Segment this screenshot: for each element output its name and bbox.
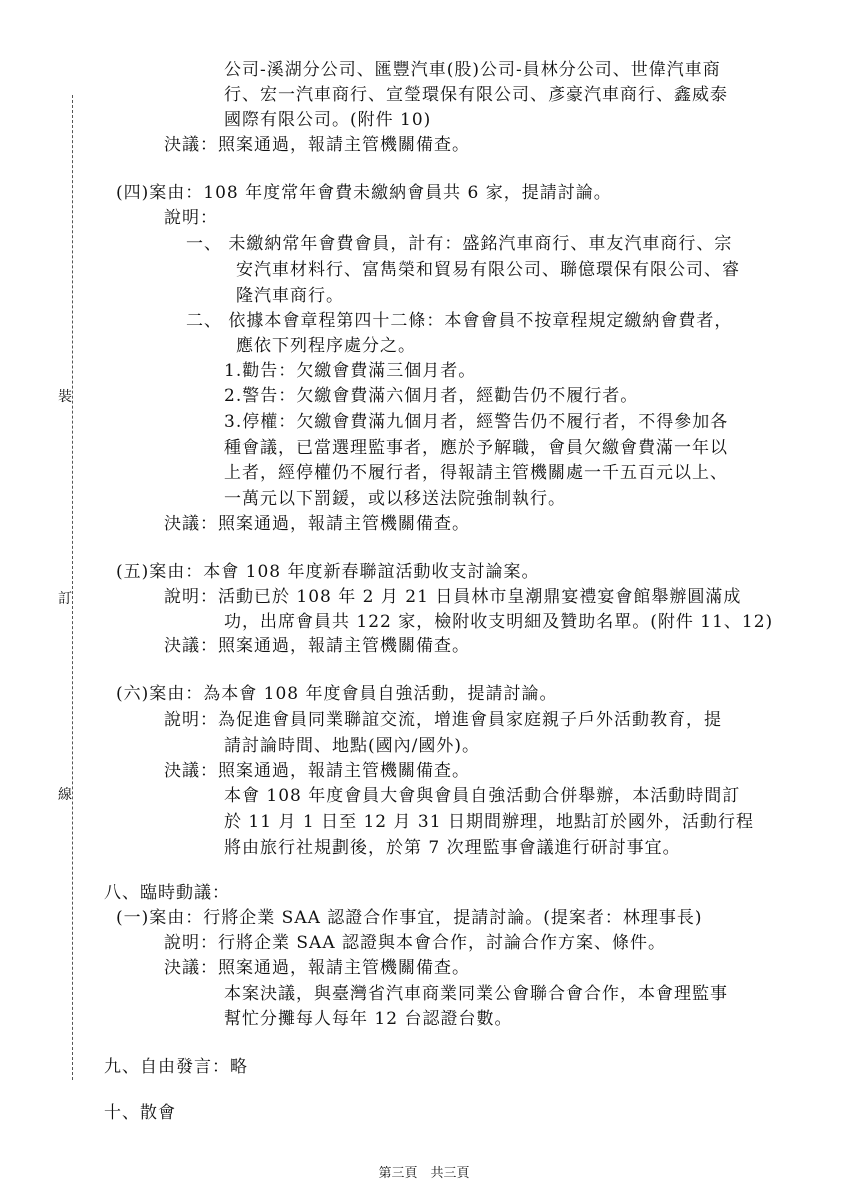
- text-line: 上者，經停權仍不履行者，得報請主管機關處一千五百元以上、: [224, 463, 728, 483]
- text-line: 將由旅行社規劃後，於第 7 次理監事會議進行研討事宜。: [224, 838, 681, 858]
- binding-mark-xian: 線: [58, 787, 72, 803]
- resolution-line: 決議：照案通過，報請主管機關備查。: [164, 958, 470, 978]
- section-heading: 十、散會: [104, 1103, 176, 1123]
- text-line: 本案決議，與臺灣省汽車商業同業公會聯合會合作，本會理監事: [224, 984, 728, 1004]
- text-line: 請討論時間、地點(國內/國外)。: [224, 736, 480, 756]
- text-line: 國際有限公司。(附件 10): [224, 110, 432, 130]
- binding-mark-zhuang: 裝: [58, 389, 72, 405]
- case-heading: (一)案由：行將企業 SAA 認證合作事宜，提請討論。(提案者：林理事長): [116, 908, 703, 928]
- case-heading: (四)案由：108 年度常年會費未繳納會員共 6 家，提請討論。: [116, 183, 612, 203]
- text-line: 種會議，已當選理監事者，應於予解職，會員欠繳會費滿一年以: [224, 438, 728, 458]
- resolution-line: 決議：照案通過，報請主管機關備查。: [164, 135, 470, 155]
- text-line: 公司-溪湖分公司、匯豐汽車(股)公司-員林分公司、世偉汽車商: [224, 60, 721, 80]
- explanation-label: 說明：: [164, 208, 218, 228]
- case-heading: (五)案由：本會 108 年度新春聯誼活動收支討論案。: [116, 562, 540, 582]
- text-line: 功，出席會員共 122 家，檢附收支明細及贊助名單。(附件 11、12): [224, 612, 774, 632]
- page-footer: 第三頁 共三頁: [378, 1166, 470, 1181]
- list-item: 一、 未繳納常年會費會員，計有：盛銘汽車商行、車友汽車商行、宗: [186, 234, 733, 254]
- explanation-line: 說明：行將企業 SAA 認證與本會合作，討論合作方案、條件。: [164, 933, 667, 953]
- text-line: 於 11 月 1 日至 12 月 31 日期間辦理，地點訂於國外，活動行程: [224, 812, 754, 832]
- explanation-line: 說明：活動已於 108 年 2 月 21 日員林市皇潮鼎宴禮宴會館舉辦圓滿成: [164, 587, 742, 607]
- text-line: 安汽車材料行、富雋榮和貿易有限公司、聯億環保有限公司、睿: [236, 260, 740, 280]
- explanation-line: 說明：為促進會員同業聯誼交流，增進會員家庭親子戶外活動教育，提: [164, 710, 722, 730]
- resolution-line: 決議：照案通過，報請主管機關備查。: [164, 514, 470, 534]
- resolution-line: 決議：照案通過，報請主管機關備查。: [164, 761, 470, 781]
- text-line: 本會 108 年度會員大會與會員自強活動合併舉辦，本活動時間訂: [224, 786, 741, 806]
- text-line: 行、宏一汽車商行、宣瑩環保有限公司、彥豪汽車商行、鑫威泰: [224, 85, 728, 105]
- text-line: 幫忙分攤每人每年 12 台認證台數。: [224, 1009, 513, 1029]
- text-line: 應依下列程序處分之。: [236, 336, 416, 356]
- binding-mark-ding: 訂: [58, 591, 72, 607]
- binding-margin-line: [72, 95, 73, 1080]
- list-item: 二、 依據本會章程第四十二條：本會會員不按章程規定繳納會費者，: [186, 311, 733, 331]
- section-heading: 八、臨時動議：: [104, 883, 230, 903]
- text-line: 隆汽車商行。: [236, 286, 344, 306]
- resolution-line: 決議：照案通過，報請主管機關備查。: [164, 636, 470, 656]
- case-heading: (六)案由：為本會 108 年度會員自強活動，提請討論。: [116, 684, 558, 704]
- section-heading: 九、自由發言：略: [104, 1057, 248, 1077]
- list-item: 2.警告：欠繳會費滿六個月者，經勸告仍不履行者。: [224, 386, 639, 406]
- list-item: 3.停權：欠繳會費滿九個月者，經警告仍不履行者，不得參加各: [224, 412, 729, 432]
- list-item: 1.勸告：欠繳會費滿三個月者。: [224, 361, 477, 381]
- text-line: 一萬元以下罰鍰，或以移送法院強制執行。: [224, 489, 566, 509]
